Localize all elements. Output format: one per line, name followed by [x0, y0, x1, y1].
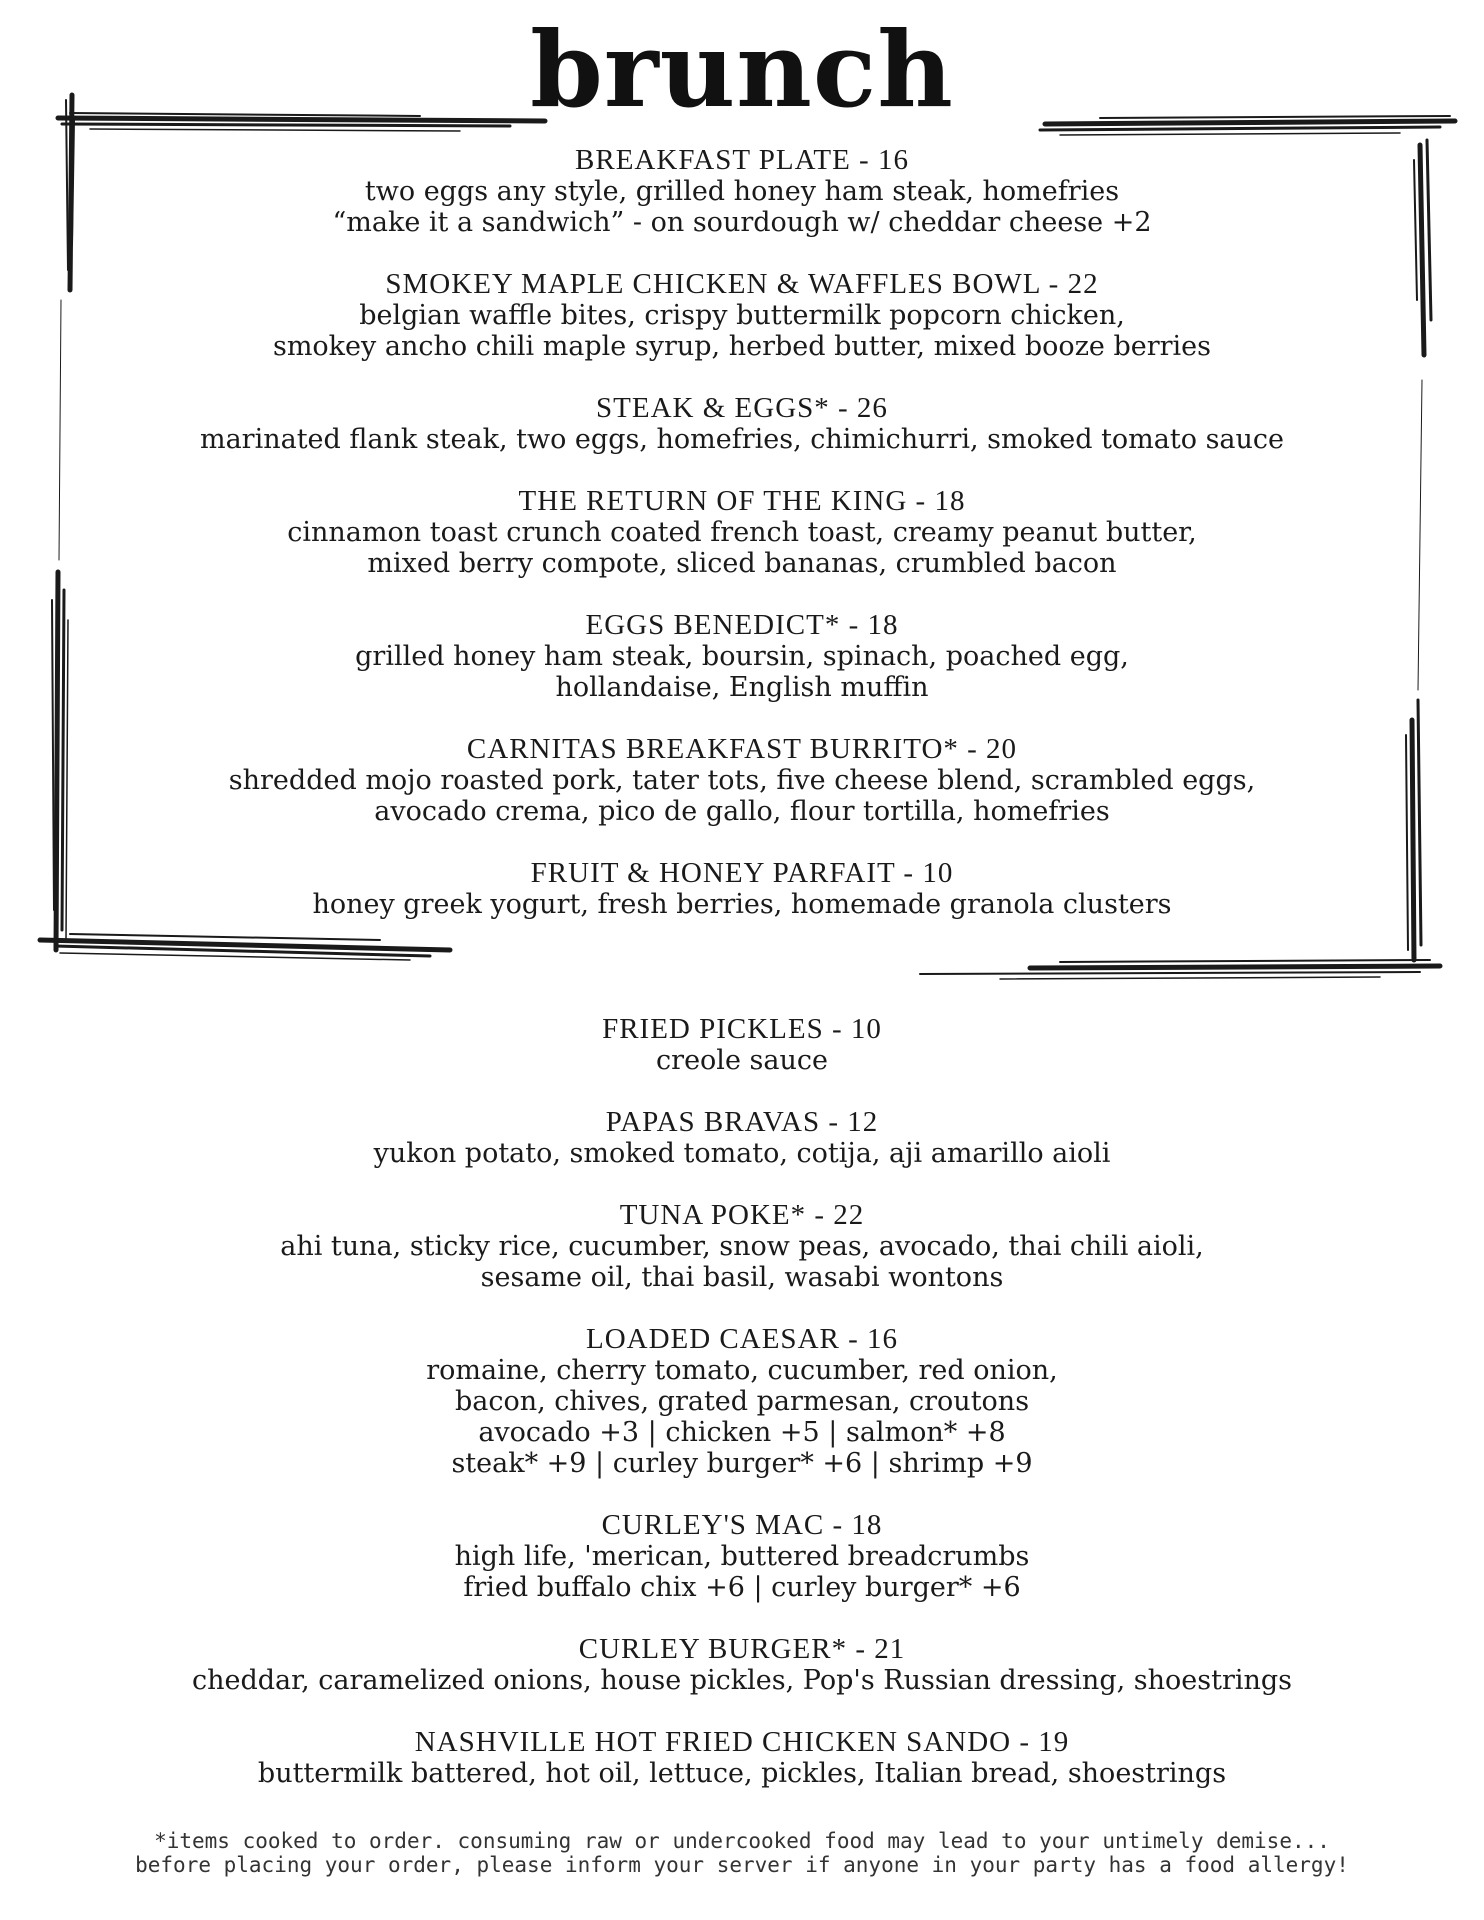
item-name: NASHVILLE HOT FRIED CHICKEN SANDO - 19: [414, 1726, 1070, 1758]
item-desc: belgian waffle bites, crispy buttermilk popcorn chicken,: [359, 300, 1125, 331]
item-desc: smokey ancho chili maple syrup, herbed butter, mixed booze berries: [272, 331, 1212, 362]
item-desc: mixed berry compote, sliced bananas, crumbled bacon: [367, 548, 1117, 579]
notice-line: before placing your order, please inform your server if anyone in your party has a food allergy!: [135, 1853, 1349, 1877]
item-name: CURLEY'S MAC - 18: [601, 1509, 883, 1541]
item-name: THE RETURN OF THE KING - 18: [518, 485, 966, 517]
item-desc: cheddar, caramelized onions, house pickles, Pop's Russian dressing, shoestrings: [191, 1665, 1293, 1696]
menu-item: [0, 1014, 1484, 1076]
menu-item: [0, 1727, 1484, 1789]
item-name: EGGS BENEDICT* - 18: [585, 609, 899, 641]
menu-item: [0, 269, 1484, 362]
item-desc: ahi tuna, sticky rice, cucumber, snow peas, avocado, thai chili aioli,: [280, 1231, 1204, 1262]
item-desc: avocado +3 | chicken +5 | salmon* +8: [478, 1417, 1006, 1448]
menu-item: [0, 486, 1484, 579]
menu-item: [0, 734, 1484, 827]
item-desc: creole sauce: [656, 1045, 828, 1076]
menu-item: [0, 1634, 1484, 1696]
item-desc: hollandaise, English muffin: [555, 672, 929, 703]
item-desc: two eggs any style, grilled honey ham steak, homefries: [364, 176, 1120, 207]
item-name: PAPAS BRAVAS - 12: [605, 1106, 879, 1138]
allergy-notice: [0, 1829, 1484, 1877]
item-desc: grilled honey ham steak, boursin, spinach, poached egg,: [355, 641, 1129, 672]
item-desc: marinated flank steak, two eggs, homefries, chimichurri, smoked tomato sauce: [199, 424, 1285, 455]
menu-item: [0, 1107, 1484, 1169]
menu-item: [0, 610, 1484, 703]
item-desc: romaine, cherry tomato, cucumber, red onion,: [426, 1355, 1058, 1386]
notice-line: *items cooked to order. consuming raw or undercooked food may lead to your untimely demise...: [154, 1829, 1330, 1853]
item-desc: buttermilk battered, hot oil, lettuce, pickles, Italian bread, shoestrings: [257, 1758, 1227, 1789]
item-name: CURLEY BURGER* - 21: [578, 1633, 906, 1665]
item-desc: fried buffalo chix +6 | curley burger* +6: [463, 1572, 1021, 1603]
item-desc: avocado crema, pico de gallo, flour tortilla, homefries: [374, 796, 1110, 827]
menu-item: [0, 1324, 1484, 1479]
item-name: FRIED PICKLES - 10: [602, 1013, 882, 1045]
item-desc: high life, 'merican, buttered breadcrumbs: [454, 1541, 1030, 1572]
item-name: FRUIT & HONEY PARFAIT - 10: [530, 857, 954, 889]
item-name: TUNA POKE* - 22: [619, 1199, 865, 1231]
item-desc: bacon, chives, grated parmesan, croutons: [454, 1386, 1030, 1417]
item-name: SMOKEY MAPLE CHICKEN & WAFFLES BOWL - 22: [385, 268, 1099, 300]
item-desc: sesame oil, thai basil, wasabi wontons: [480, 1262, 1004, 1293]
menu-item: [0, 145, 1484, 238]
item-desc: “make it a sandwich” - on sourdough w/ cheddar cheese +2: [332, 207, 1152, 238]
item-desc: yukon potato, smoked tomato, cotija, aji amarillo aioli: [373, 1138, 1111, 1169]
menu-item: [0, 858, 1484, 920]
menu-title: brunch: [530, 8, 954, 131]
item-desc: steak* +9 | curley burger* +6 | shrimp +9: [451, 1448, 1033, 1479]
menu-item: [0, 1200, 1484, 1293]
item-name: LOADED CAESAR - 16: [585, 1323, 899, 1355]
item-name: BREAKFAST PLATE - 16: [575, 144, 909, 176]
item-name: STEAK & EGGS* - 26: [596, 392, 888, 424]
item-name: CARNITAS BREAKFAST BURRITO* - 20: [466, 733, 1018, 765]
item-desc: honey greek yogurt, fresh berries, homemade granola clusters: [312, 889, 1172, 920]
menu-item: [0, 393, 1484, 455]
menu-item: [0, 1510, 1484, 1603]
item-desc: shredded mojo roasted pork, tater tots, five cheese blend, scrambled eggs,: [228, 765, 1256, 796]
item-desc: cinnamon toast crunch coated french toast, creamy peanut butter,: [287, 517, 1197, 548]
